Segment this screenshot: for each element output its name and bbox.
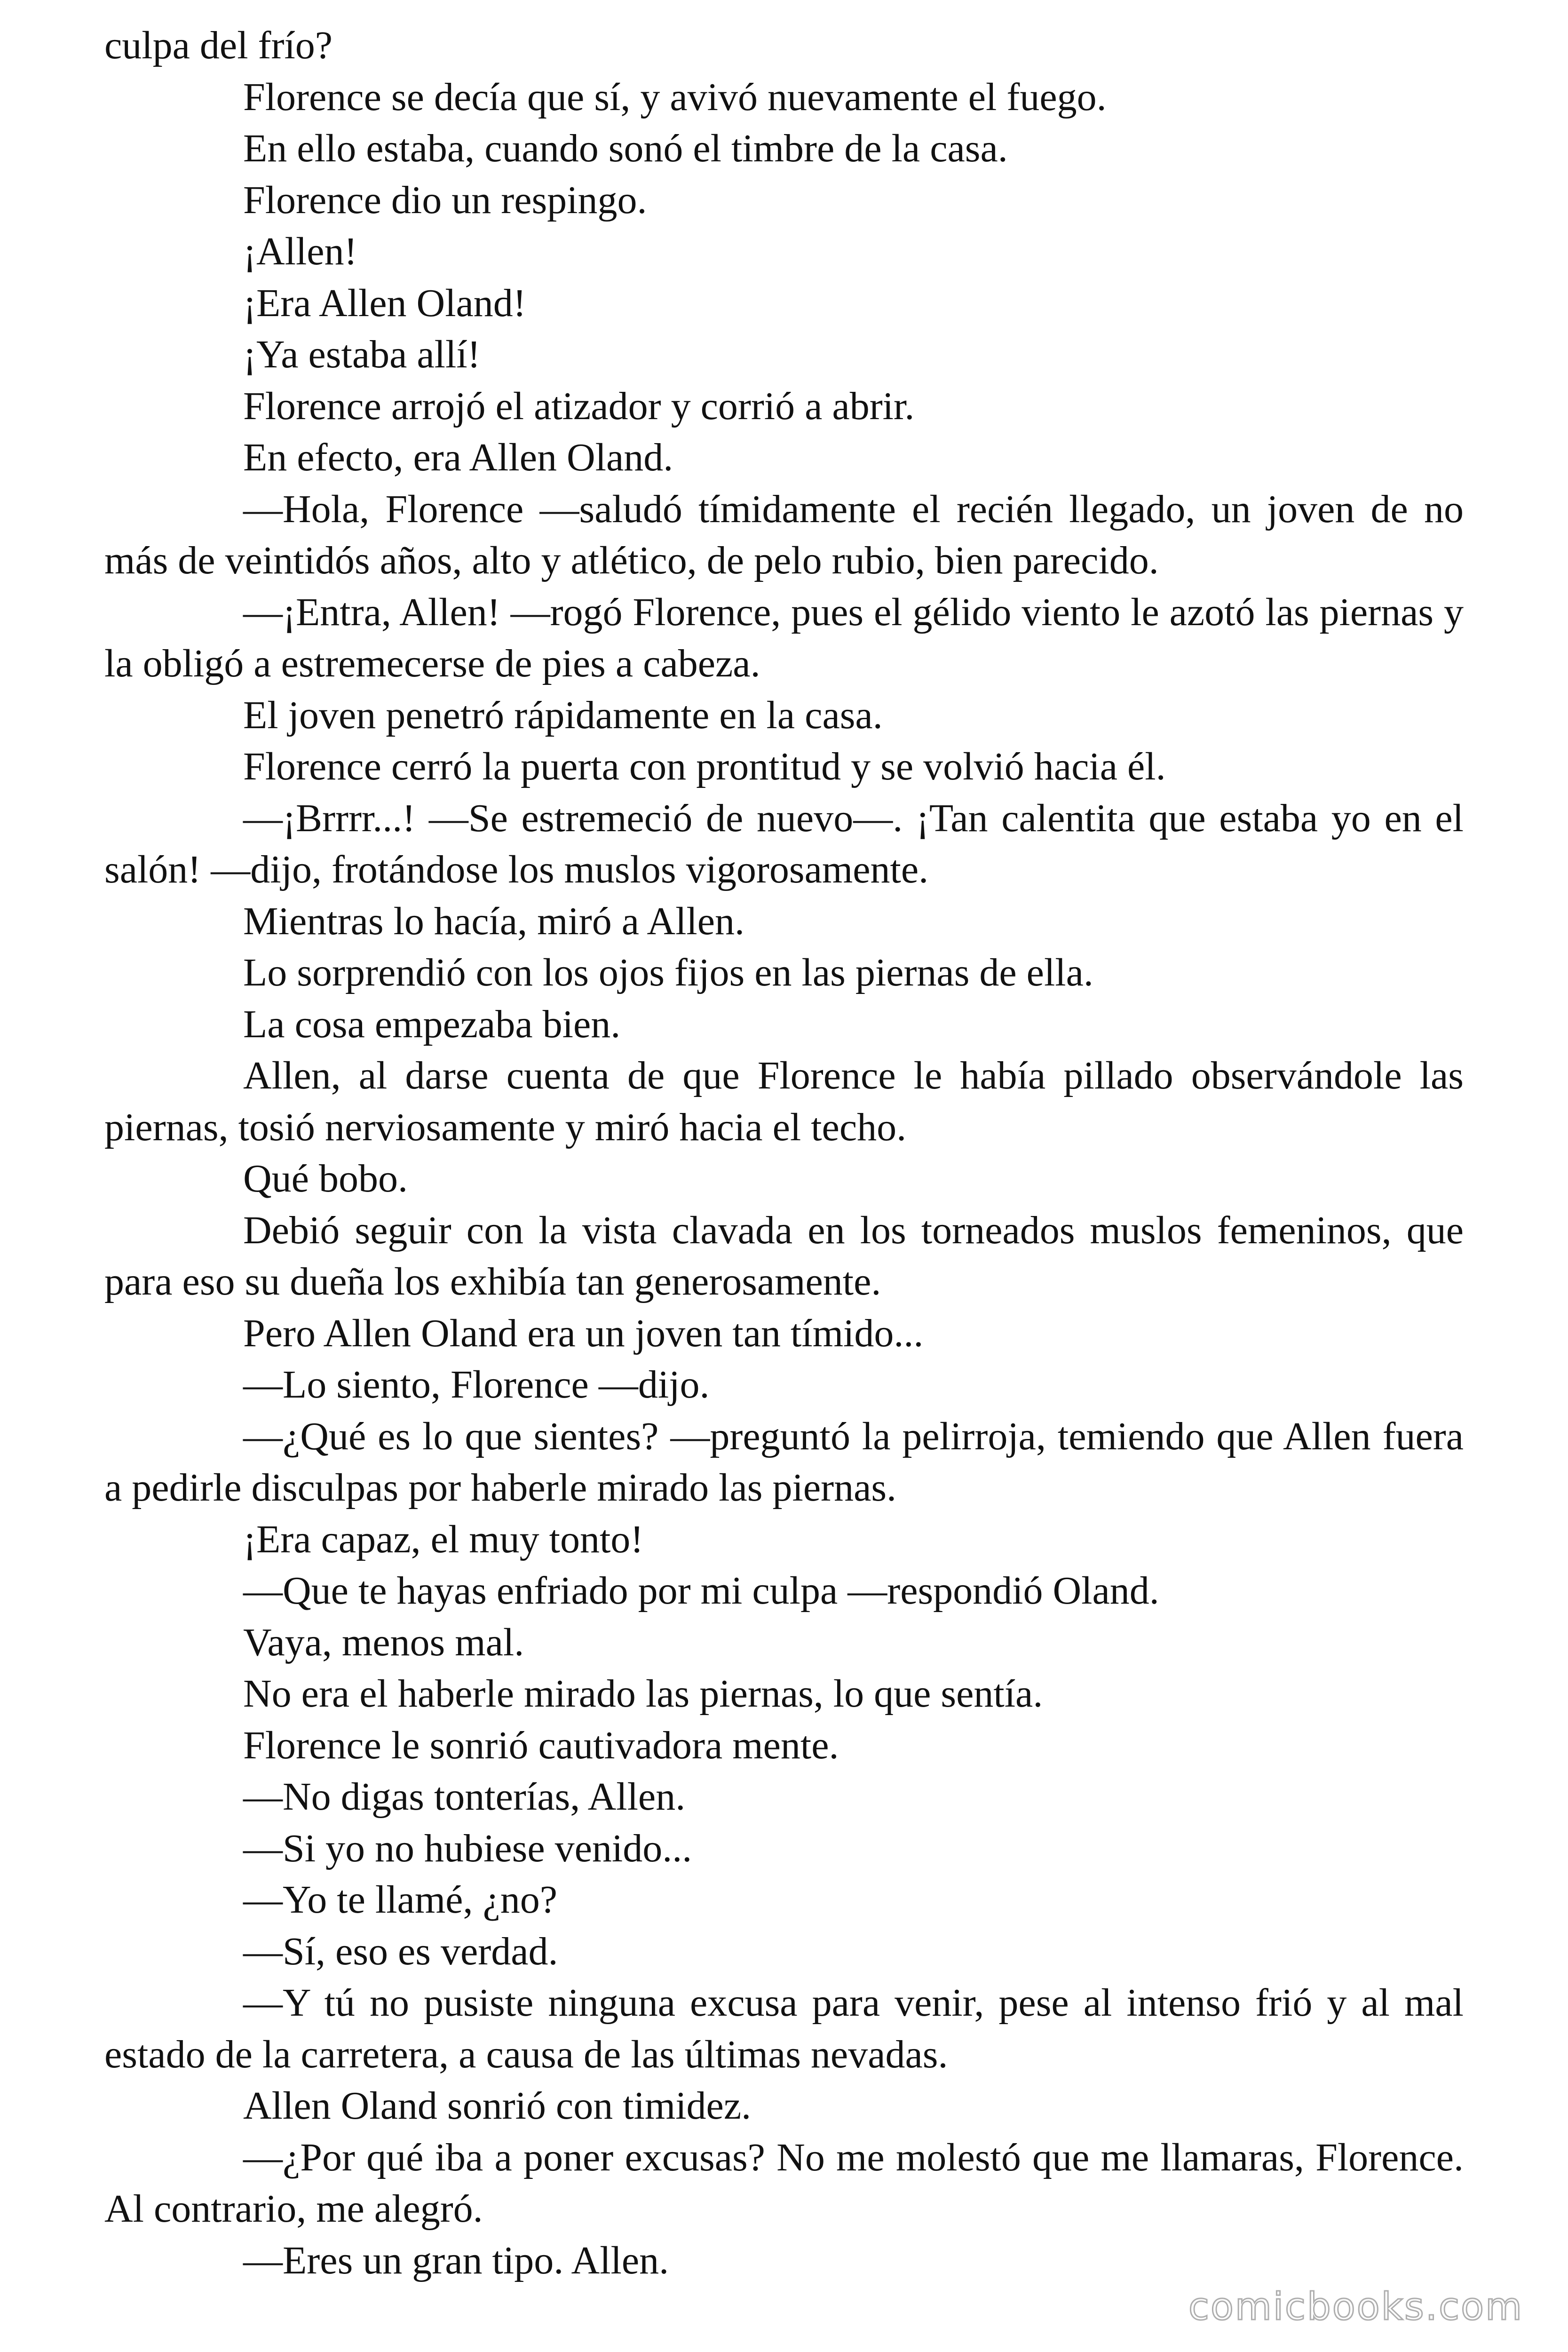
paragraph: No era el haberle mirado las piernas, lo que sentía. xyxy=(243,1672,1043,1716)
paragraph: Mientras lo hacía, miró a Allen. xyxy=(243,899,745,943)
paragraph: ¡Allen! xyxy=(243,230,357,273)
paragraph: Vaya, menos mal. xyxy=(243,1620,524,1664)
paragraph: ¡Era capaz, el muy tonto! xyxy=(243,1517,644,1561)
paragraph-list xyxy=(104,20,1464,2286)
paragraph: La cosa empezaba bien. xyxy=(243,1002,621,1046)
paragraph: Lo sorprendió con los ojos fijos en las piernas de ella. xyxy=(243,951,1093,994)
paragraph: Qué bobo. xyxy=(243,1157,408,1200)
paragraph: —Lo siento, Florence —dijo. xyxy=(243,1363,710,1406)
paragraph: Florence dio un respingo. xyxy=(243,178,647,222)
paragraph: —Yo te llamé, ¿no? xyxy=(243,1878,558,1922)
paragraph: —Si yo no hubiese venido... xyxy=(243,1826,692,1870)
paragraph: Allen Oland sonrió con timidez. xyxy=(243,2084,752,2128)
paragraph: —Eres un gran tipo. Allen. xyxy=(243,2238,669,2282)
paragraph: culpa del frío? xyxy=(104,24,333,67)
paragraph: El joven penetró rápidamente en la casa. xyxy=(243,693,883,737)
paragraph: —¡Entra, Allen! —rogó Florence, pues el gélido viento le azotó las piernas y la obligó a estremecerse de pies a cabeza. xyxy=(104,590,1464,685)
paragraph: —Hola, Florence —saludó tímidamente el recién llegado, un joven de no más de veintidós años, alto y atlético, de pelo rubio, bien parecido. xyxy=(104,487,1464,582)
watermark-logo: comicbooks.com xyxy=(1188,2285,1523,2328)
paragraph: —Y tú no pusiste ninguna excusa para venir, pese al intenso frió y al mal estado de la carretera, a causa de las últimas nevadas. xyxy=(104,1981,1464,2076)
paragraph: ¡Era Allen Oland! xyxy=(243,281,526,325)
paragraph: Florence le sonrió cautivadora mente. xyxy=(243,1723,839,1767)
paragraph: —¿Qué es lo que sientes? —preguntó la pelirroja, temiendo que Allen fuera a pedirle disculpas por haberle mirado las piernas. xyxy=(104,1414,1464,1510)
paragraph: Florence se decía que sí, y avivó nuevamente el fuego. xyxy=(243,75,1107,119)
paragraph: —¡Brrrr...! —Se estremeció de nuevo—. ¡Tan calentita que estaba yo en el salón! —dijo, frotándose los muslos vigorosamente. xyxy=(104,796,1464,891)
paragraph: Debió seguir con la vista clavada en los torneados muslos femeninos, que para eso su dueña los exhibía tan generosamente. xyxy=(104,1208,1464,1303)
paragraph: —Sí, eso es verdad. xyxy=(243,1929,558,1973)
paragraph: En efecto, era Allen Oland. xyxy=(243,436,673,479)
paragraph: En ello estaba, cuando sonó el timbre de la casa. xyxy=(243,127,1008,170)
paragraph: Pero Allen Oland era un joven tan tímido... xyxy=(243,1311,924,1355)
paragraph: —Que te hayas enfriado por mi culpa —respondió Oland. xyxy=(243,1569,1159,1613)
paragraph: Florence arrojó el atizador y corrió a abrir. xyxy=(243,384,915,428)
paragraph: —No digas tonterías, Allen. xyxy=(243,1775,686,1819)
paragraph: Allen, al darse cuenta de que Florence le había pillado observándole las piernas, tosió nerviosamente y miró hacia el techo. xyxy=(104,1054,1464,1149)
document-page xyxy=(104,20,1464,2286)
paragraph: —¿Por qué iba a poner excusas? No me molestó que me llamaras, Florence. Al contrario, me alegró. xyxy=(104,2135,1464,2231)
paragraph: ¡Ya estaba allí! xyxy=(243,333,481,376)
paragraph: Florence cerró la puerta con prontitud y se volvió hacia él. xyxy=(243,745,1166,788)
